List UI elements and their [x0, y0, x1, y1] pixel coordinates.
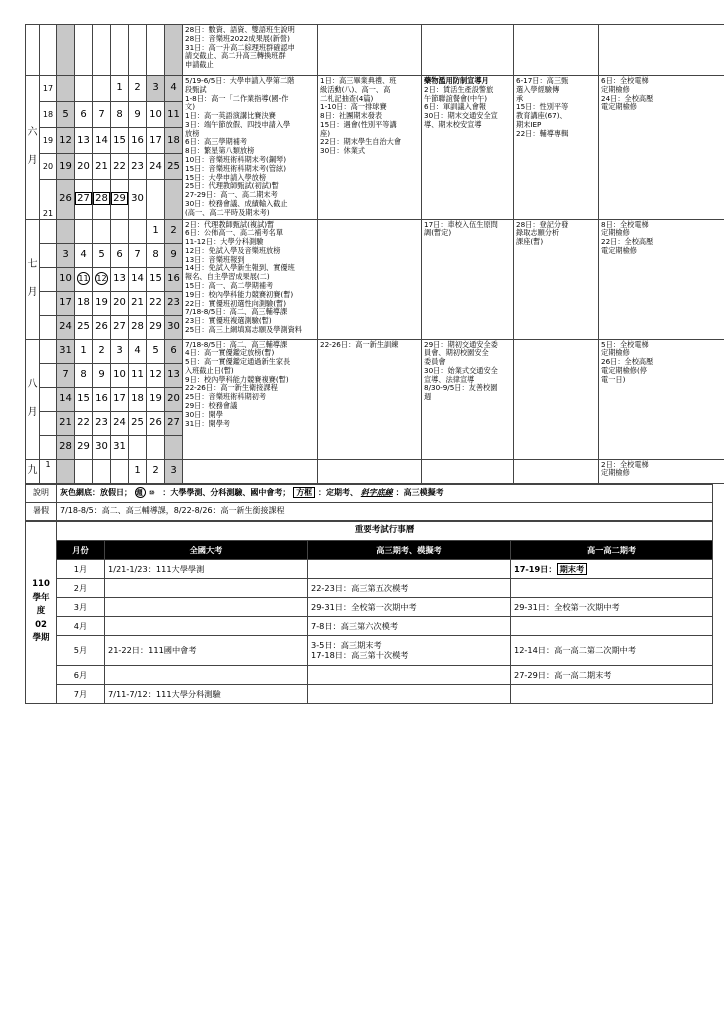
day-cell: 2 [147, 459, 165, 483]
day-cell: 10 [57, 267, 75, 291]
week-number: 1 [40, 459, 57, 483]
day-cell: 20 [165, 387, 183, 411]
day-cell: 2 [93, 339, 111, 363]
calendar-table [25, 24, 724, 484]
day-cell: 26 [57, 180, 75, 219]
legend-text: 灰色網底：放假日； 週 ⑩ ：大學學測、分科測驗、國中會考； 方框 ：定期考、 斜字底線 ：高三模擬考 [57, 484, 713, 502]
events-safety-july: 17日：車校入伍生原問 調(暫定) [422, 219, 514, 339]
week-number: 18 [40, 102, 57, 128]
day-cell: 11 [165, 102, 183, 128]
summer-label: 暑假 [26, 502, 57, 520]
day-cell: 1 [147, 219, 165, 243]
day-cell: 24 [111, 411, 129, 435]
col-header-junior: 高一高二期考 [511, 540, 713, 559]
events-general-august: 5日：全校電梯 定期檢修 26日：全校高壓 電定期檢修(停 電一日) [599, 339, 724, 459]
safety-month-title: 藥物濫用防制宣導月 [424, 76, 489, 85]
day-cell-exam: 12 [93, 267, 111, 291]
day-cell: 8 [111, 102, 129, 128]
legend-label: 說明 [26, 484, 57, 502]
day-cell: 16 [93, 387, 111, 411]
circled-marker: 週 [135, 487, 146, 498]
day-cell: 3 [111, 339, 129, 363]
day-cell: 18 [165, 128, 183, 154]
day-cell: 9 [93, 363, 111, 387]
month-label-september: 九 [26, 459, 40, 483]
day-cell: 11 [129, 363, 147, 387]
day-cell: 15 [75, 387, 93, 411]
events-admin-july: 2日：代理教師甄試(複試)暫 6日：公佈高一、高二補考名單 11-12日：大學分科測驗 12日：免試入學及音樂班放榜 13日：音樂班報到 14日：免試入學新生報到、實優班 報名、自主學習成果展(二) 15日：高一、高二學期補考 19日：校內學科能力競賽初賽(暫) 22日：實優班初選性向測驗(暫) 7/18-8/5日：高二、高三輔導課 23日：實優班複選測驗(暫) 25日：高三上網填寫志願及學測資料 [183, 219, 318, 339]
day-cell: 22 [75, 411, 93, 435]
exam-row: 5月 21-22日：111國中會考 3-5日：高三期末考 17-18日：高三第十次模考 12-14日：高一高二第二次期中考 [26, 635, 713, 665]
day-cell: 9 [129, 102, 147, 128]
day-cell: 20 [75, 154, 93, 180]
day-cell: 28 [129, 315, 147, 339]
day-cell: 23 [165, 291, 183, 315]
day-cell: 17 [147, 128, 165, 154]
day-cell: 14 [57, 387, 75, 411]
day-cell: 8 [147, 243, 165, 267]
events-admin-august: 7/18-8/5日：高二、高三輔導課 4日：高一實優鑑定放榜(暫) 5日：高一實優鑑定通過新生家長 入班截止日(暫) 9日：校內學科能力競賽複賽(暫) 22-26日：高一新生衛接課程 25日：音樂班術科期初考 29日：校務會議 30日：開學 31日：開學考 [183, 339, 318, 459]
day-cell-exam: 27 [75, 180, 93, 219]
exam-row: 3月 29-31日：全校第一次期中考 29-31日：全校第一次期中考 [26, 597, 713, 616]
day-cell: 21 [57, 411, 75, 435]
day-cell: 27 [111, 315, 129, 339]
day-cell: 17 [57, 291, 75, 315]
day-cell: 7 [129, 243, 147, 267]
day-cell: 25 [75, 315, 93, 339]
box-marker: 方框 [293, 487, 315, 498]
day-cell: 28 [57, 435, 75, 459]
events-safety-june: 藥物濫用防制宣導月 2日：賃活生產設警旅 午節聯誼餐會(中午) 6日：軍訓議入會報 30日：期末交通安全宣 導、期末校安宣導 [422, 76, 514, 220]
day-cell: 5 [147, 339, 165, 363]
day-cell: 13 [111, 267, 129, 291]
day-cell: 5 [57, 102, 75, 128]
day-cell: 1 [129, 459, 147, 483]
events-student-august: 22-26日：高一新生訓練 [318, 339, 422, 459]
day-cell: 7 [93, 102, 111, 128]
day-cell: 18 [75, 291, 93, 315]
events-general-july: 8日：全校電梯 定期檢修 22日：全校高壓 電定期檢修 [599, 219, 724, 339]
exam-row: 1月 1/21-1/23：111大學學測 17-19日： 期末考 [26, 559, 713, 578]
events-general-september: 2日：全校電梯 定期檢修 [599, 459, 724, 483]
events-counsel-june: 6-17日：高三甄 選入學經驗傳 承 15日：性別平等 教育講座(67)、 期末IEP 22日：輔導專輯 [514, 76, 599, 220]
day-cell: 19 [93, 291, 111, 315]
day-cell: 2 [129, 76, 147, 102]
day-cell: 2 [165, 219, 183, 243]
col-header-senior: 高三期考、模擬考 [308, 540, 511, 559]
day-cell: 18 [129, 387, 147, 411]
events-counsel-july: 28日：登記分發 錄取志願分析 課座(暫) [514, 219, 599, 339]
day-cell: 13 [75, 128, 93, 154]
events-safety-august: 29日：期初交通安全委 員會、期初校園安全 委員會 30日：始業式交通安全 宣導、法律宣導 8/30-9/5日：友善校園 週 [422, 339, 514, 459]
day-cell: 13 [165, 363, 183, 387]
day-cell: 15 [147, 267, 165, 291]
exam-schedule-title: 重要考試行事曆 [57, 521, 713, 540]
day-cell: 30 [165, 315, 183, 339]
day-cell: 16 [129, 128, 147, 154]
day-cell: 30 [129, 180, 147, 219]
week-number: 20 [40, 154, 57, 180]
exam-row: 6月 27-29日：高一高二期末考 [26, 665, 713, 684]
day-cell: 21 [129, 291, 147, 315]
day-cell: 26 [93, 315, 111, 339]
day-cell: 21 [93, 154, 111, 180]
day-cell: 6 [111, 243, 129, 267]
events-admin-cont: 28日：數資、語資、雙語班生說明 28日：音樂班2022成果展(新營) 31日：高一升高二綜理班群確認申 請交截止、高二升高三轉換班群 申請截止 [183, 25, 318, 76]
day-cell: 16 [165, 267, 183, 291]
day-cell: 1 [111, 76, 129, 102]
day-cell: 10 [111, 363, 129, 387]
day-cell: 22 [111, 154, 129, 180]
month-label-july: 七 月 [26, 219, 40, 339]
underline-marker: 斜字底線 [360, 488, 393, 497]
day-cell: 31 [57, 339, 75, 363]
week-number: 21 [40, 180, 57, 219]
day-cell: 30 [93, 435, 111, 459]
col-header-national: 全國大考 [105, 540, 308, 559]
day-cell: 24 [57, 315, 75, 339]
day-cell: 6 [165, 339, 183, 363]
day-cell: 4 [75, 243, 93, 267]
day-cell: 3 [165, 459, 183, 483]
calendar-sheet [25, 24, 712, 704]
day-cell: 25 [165, 154, 183, 180]
day-cell: 7 [57, 363, 75, 387]
day-cell: 5 [93, 243, 111, 267]
day-cell: 17 [111, 387, 129, 411]
day-cell: 12 [147, 363, 165, 387]
events-student-june: 1日：高三畢業典禮、班 級活動(八)、高一、高 二札記抽查(4篇) 1-10日：高一排球賽 8日：社團期末發表 15日：遇會(性別平等講 座) 22日：期末學生自治大會 30日：休業式 [318, 76, 422, 220]
day-cell: 14 [93, 128, 111, 154]
month-label-august: 八 月 [26, 339, 40, 459]
day-cell: 20 [111, 291, 129, 315]
exam-row: 2月 22-23日：高三第五次模考 [26, 578, 713, 597]
day-cell: 22 [147, 291, 165, 315]
day-cell: 23 [129, 154, 147, 180]
day-cell: 23 [93, 411, 111, 435]
month-label-june: 六 月 [26, 76, 40, 220]
week-number: 17 [40, 76, 57, 102]
day-cell-exam: 29 [111, 180, 129, 219]
day-cell: 4 [129, 339, 147, 363]
day-cell: 8 [75, 363, 93, 387]
circled-marker: ⑩ [148, 489, 155, 497]
events-general-june: 6日：全校電梯 定期檢修 24日：全校高壓 電定期檢修 [599, 76, 724, 220]
day-cell: 25 [129, 411, 147, 435]
day-cell: 9 [165, 243, 183, 267]
day-cell: 14 [129, 267, 147, 291]
events-admin-june: 5/19-6/5日：大學申請入學第二階 段甄試 1-8日：高一「二作業指導(國-作 文) 1日：高一英語演講比賽決賽 3日：端午節放假、四技申請入學 放榜 6日：高三學期補考 8日：繁星第八類放榜 10日：音樂班術科期末考(鋼琴) 15日：音樂班術科期末考(管絃) 15日：大學申請入學放榜 25日：代理教師甄試(初試)暫 27-29日：高一、高二期末考 30日：校務會議、成績輸入截止 (高一、高二平時及期末考) [183, 76, 318, 220]
day-cell: 26 [147, 411, 165, 435]
day-cell: 1 [75, 339, 93, 363]
summer-text: 7/18-8/5：高二、高三輔導課，8/22-8/26：高一新生銜接課程 [57, 502, 713, 520]
day-cell: 29 [75, 435, 93, 459]
day-cell: 12 [57, 128, 75, 154]
day-cell: 4 [165, 76, 183, 102]
day-cell-exam: 11 [75, 267, 93, 291]
day-cell: 19 [147, 387, 165, 411]
legend-table [25, 484, 713, 521]
week-number: 19 [40, 128, 57, 154]
day-cell-exam: 28 [93, 180, 111, 219]
day-cell: 31 [111, 435, 129, 459]
day-cell: 3 [57, 243, 75, 267]
exam-schedule-table [25, 521, 713, 704]
day-cell: 10 [147, 102, 165, 128]
day-cell: 29 [147, 315, 165, 339]
day-cell: 15 [111, 128, 129, 154]
day-cell: 19 [57, 154, 75, 180]
semester-label: 110 學年度 02 學期 [26, 521, 57, 703]
day-cell: 27 [165, 411, 183, 435]
day-cell: 24 [147, 154, 165, 180]
exam-row: 4月 7-8日：高三第六次模考 [26, 616, 713, 635]
day-cell: 3 [147, 76, 165, 102]
col-header-month: 月份 [57, 540, 105, 559]
day-cell: 6 [75, 102, 93, 128]
exam-row: 7月 7/11-7/12：111大學分科測驗 [26, 684, 713, 703]
